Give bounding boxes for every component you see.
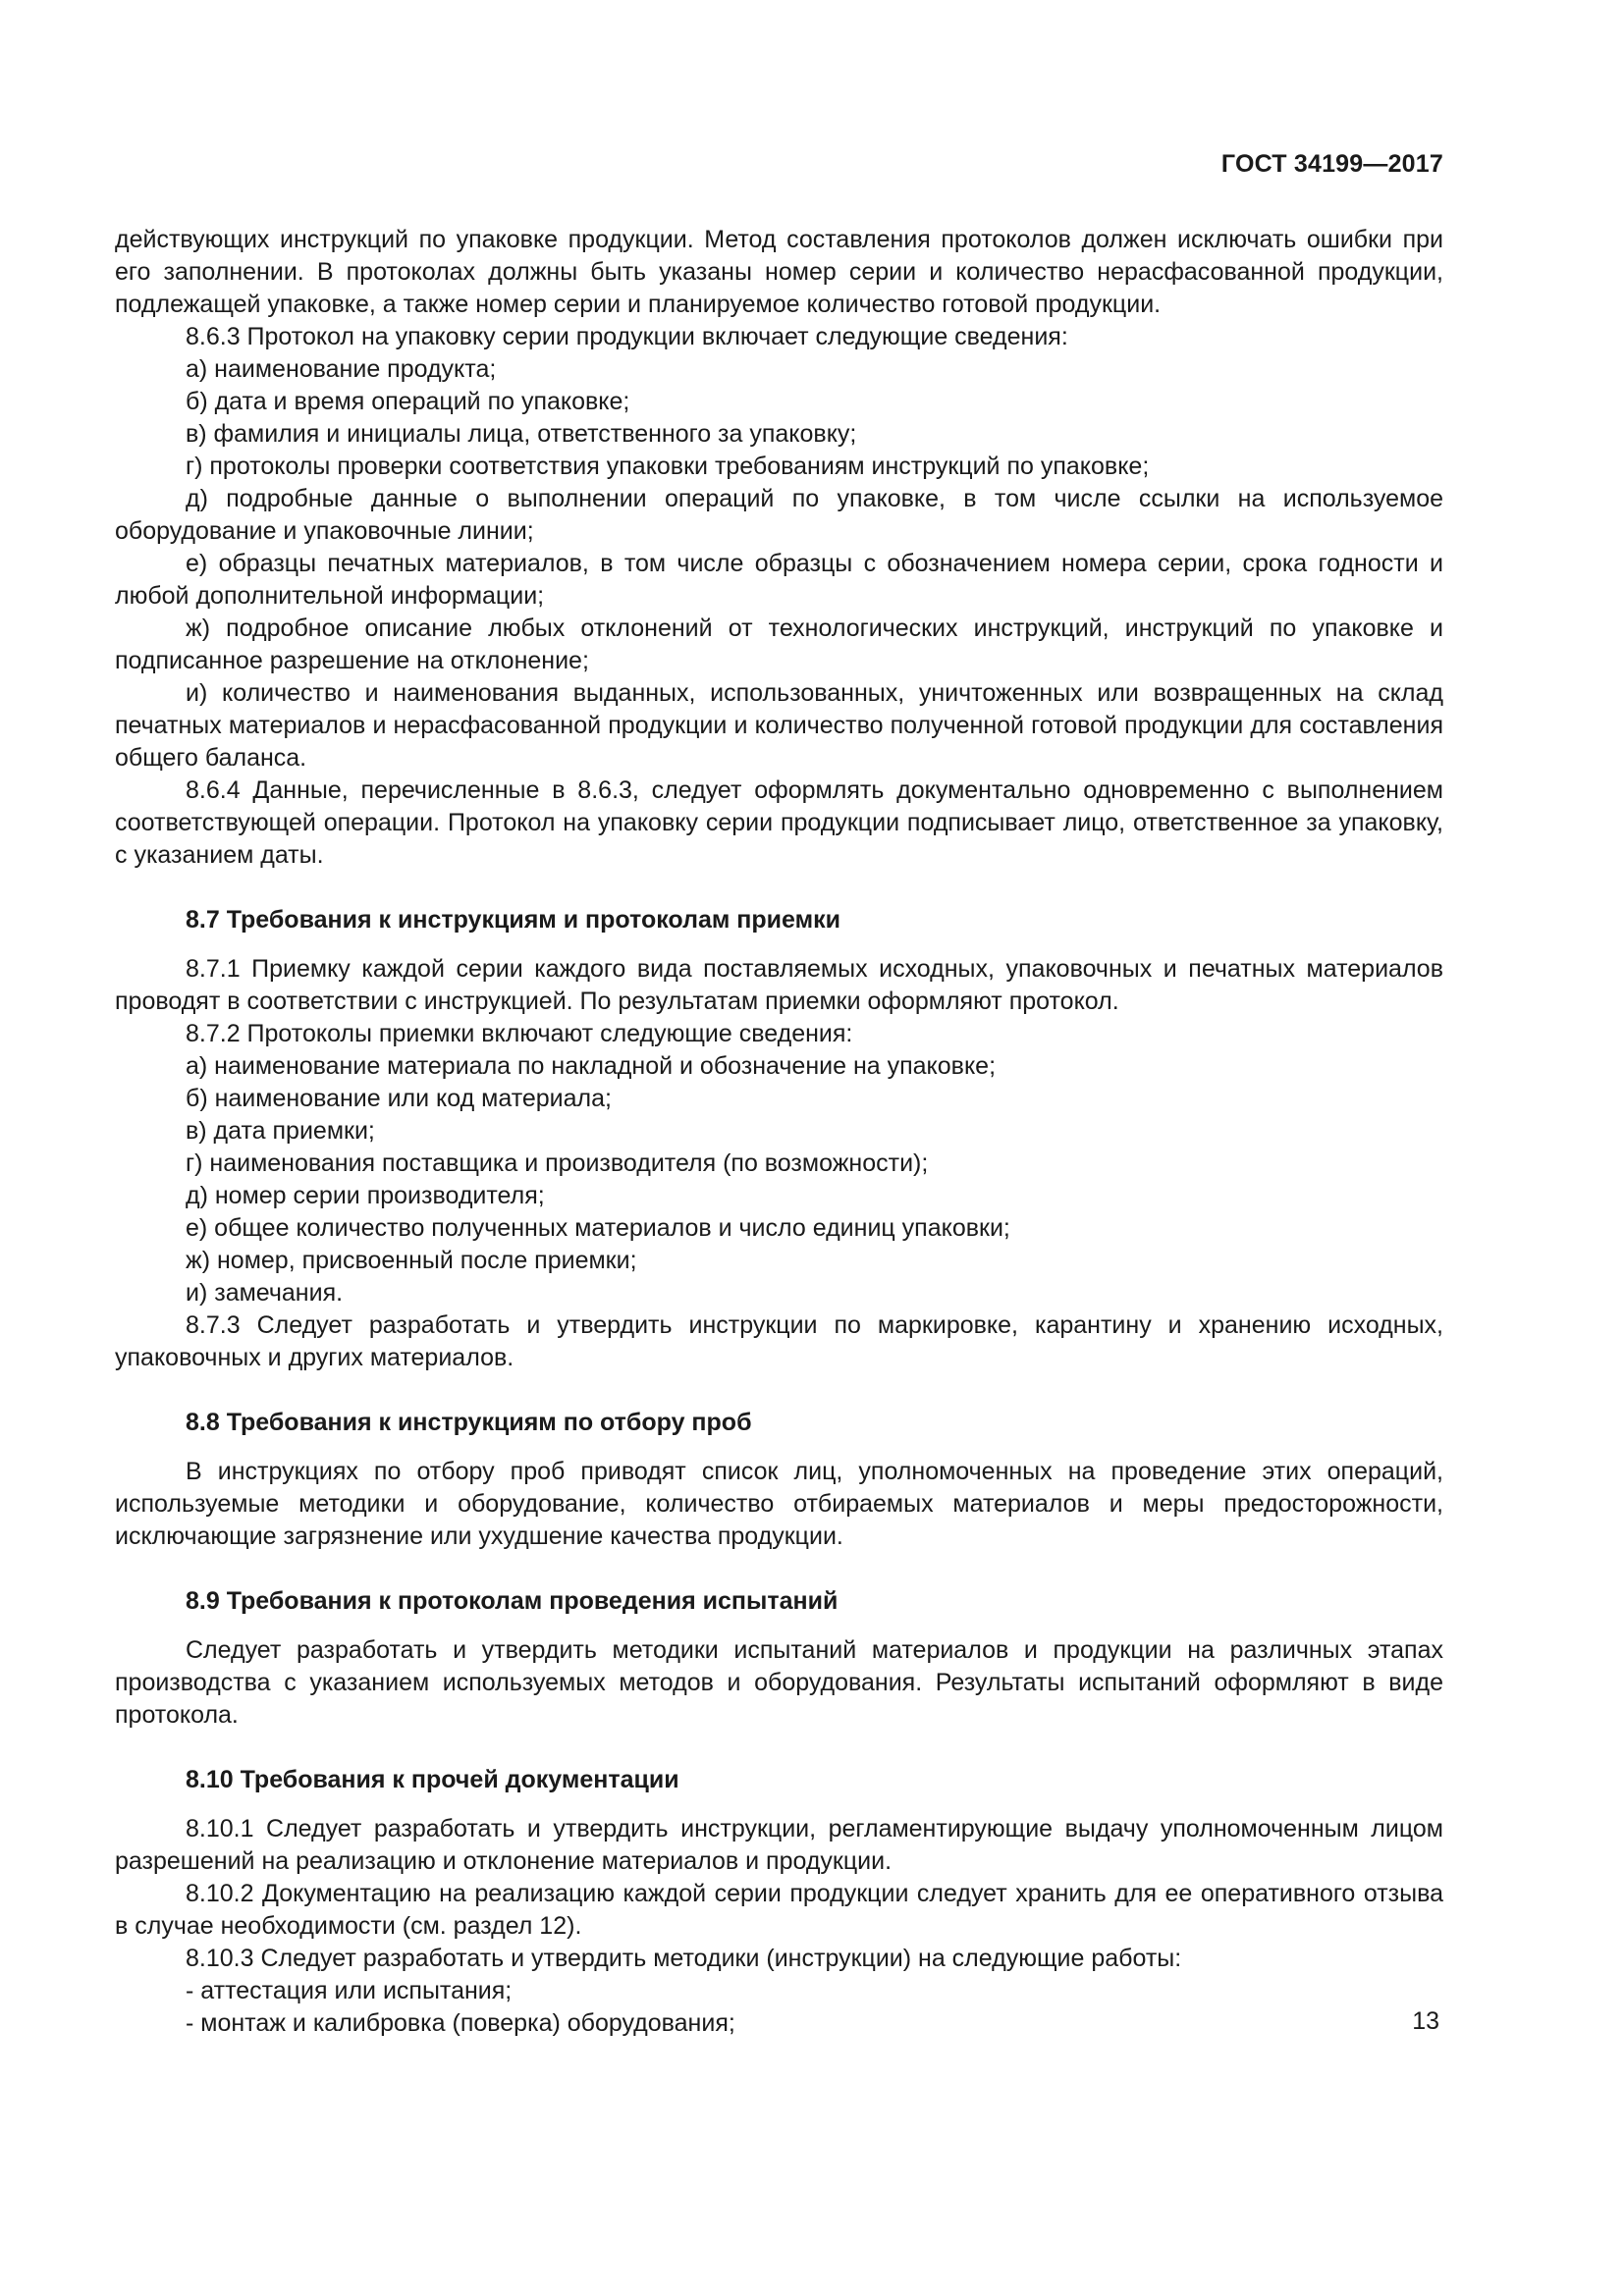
list-item-8-7-2-e: е) общее количество полученных материалов и число единиц упаковки; [186, 1214, 1010, 1242]
list-item-8-6-3-d: д) подробные данные о выполнении операций по упаковке, в том числе ссылки на используемое оборудование и упаковочные линии; [115, 485, 1443, 545]
paragraph-intro: действующих инструкций по упаковке продукции. Метод составления протоколов должен исключать ошибки при его заполнении. В протоколах должны быть указаны номер серии и количество нерасфасованной продукции, подлежащей упаковке, а также номер серии и планируемое количество готовой продукции. [115, 226, 1443, 318]
list-item-8-6-3-a: а) наименование продукта; [186, 355, 497, 383]
paragraph-8-7-3: 8.7.3 Следует разработать и утвердить инструкции по маркировке, карантину и хранению исходных, упаковочных и других материалов. [115, 1311, 1443, 1371]
list-item-8-6-3-i: и) количество и наименования выданных, использованных, уничтоженных или возвращенных на склад печатных материалов и нерасфасованной продукции и количество полученной готовой продукции для составления общего баланса. [115, 679, 1443, 772]
document-code-header: ГОСТ 34199—2017 [1220, 150, 1443, 178]
paragraph-8-10-1: 8.10.1 Следует разработать и утвердить инструкции, регламентирующие выдачу уполномоченным лицом разрешений на реализацию и отклонение материалов и продукции. [115, 1815, 1443, 1875]
section-heading-8-7: 8.7 Требования к инструкциям и протоколам приемки [186, 906, 840, 934]
list-item-8-6-3-zh: ж) подробное описание любых отклонений от технологических инструкций, инструкций по упаковке и подписанное разрешение на отклонение; [115, 614, 1443, 674]
list-item-8-7-2-zh: ж) номер, присвоенный после приемки; [186, 1247, 637, 1274]
paragraph-8-7-2: 8.7.2 Протоколы приемки включают следующие сведения: [186, 1020, 853, 1047]
paragraph-8-10-2: 8.10.2 Документацию на реализацию каждой серии продукции следует хранить для ее оперативного отзыва в случае необходимости (см. раздел 12). [115, 1880, 1443, 1940]
list-item-8-7-2-d: д) номер серии производителя; [186, 1182, 545, 1209]
paragraph-8-9: Следует разработать и утвердить методики испытаний материалов и продукции на различных этапах производства с указанием используемых методов и оборудования. Результаты испытаний оформляют в виде протокола. [115, 1636, 1443, 1729]
section-heading-8-9: 8.9 Требования к протоколам проведения испытаний [186, 1587, 839, 1615]
paragraph-8-8: В инструкциях по отбору проб приводят список лиц, уполномоченных на проведение этих операций, используемые методики и оборудование, количество отбираемых материалов и меры предосторожности, исключающие загрязнение или ухудшение качества продукции. [115, 1458, 1443, 1550]
dash-item-2: - монтаж и калибровка (поверка) оборудования; [186, 2009, 735, 2037]
paragraph-8-6-3: 8.6.3 Протокол на упаковку серии продукции включает следующие сведения: [186, 323, 1068, 350]
list-item-8-6-3-b: б) дата и время операций по упаковке; [186, 388, 630, 415]
list-item-8-7-2-b: б) наименование или код материала; [186, 1085, 612, 1112]
document-body [115, 224, 1443, 2040]
dash-item-1: - аттестация или испытания; [186, 1977, 513, 2004]
list-item-8-7-2-v: в) дата приемки; [186, 1117, 375, 1145]
list-item-8-7-2-a: а) наименование материала по накладной и обозначение на упаковке; [186, 1052, 997, 1080]
list-item-8-7-2-i: и) замечания. [186, 1279, 344, 1307]
section-heading-8-8: 8.8 Требования к инструкциям по отбору проб [186, 1409, 752, 1436]
paragraph-8-10-3: 8.10.3 Следует разработать и утвердить методики (инструкции) на следующие работы: [186, 1945, 1182, 1972]
paragraph-8-6-4: 8.6.4 Данные, перечисленные в 8.6.3, следует оформлять документально одновременно с выполнением соответствующей операции. Протокол на упаковку серии продукции подписывает лицо, ответственное за упаковку, с указанием даты. [115, 776, 1443, 869]
list-item-8-7-2-g: г) наименования поставщика и производителя (по возможности); [186, 1149, 929, 1177]
page-number: 13 [1412, 2007, 1439, 2035]
paragraph-8-7-1: 8.7.1 Приемку каждой серии каждого вида поставляемых исходных, упаковочных и печатных материалов проводят в соответствии с инструкцией. По результатам приемки оформляют протокол. [115, 955, 1443, 1015]
list-item-8-6-3-v: в) фамилия и инициалы лица, ответственного за упаковку; [186, 420, 857, 448]
list-item-8-6-3-g: г) протоколы проверки соответствия упаковки требованиям инструкций по упаковке; [186, 453, 1150, 480]
section-heading-8-10: 8.10 Требования к прочей документации [186, 1766, 679, 1793]
list-item-8-6-3-e: е) образцы печатных материалов, в том числе образцы с обозначением номера серии, срока годности и любой дополнительной информации; [115, 550, 1443, 610]
